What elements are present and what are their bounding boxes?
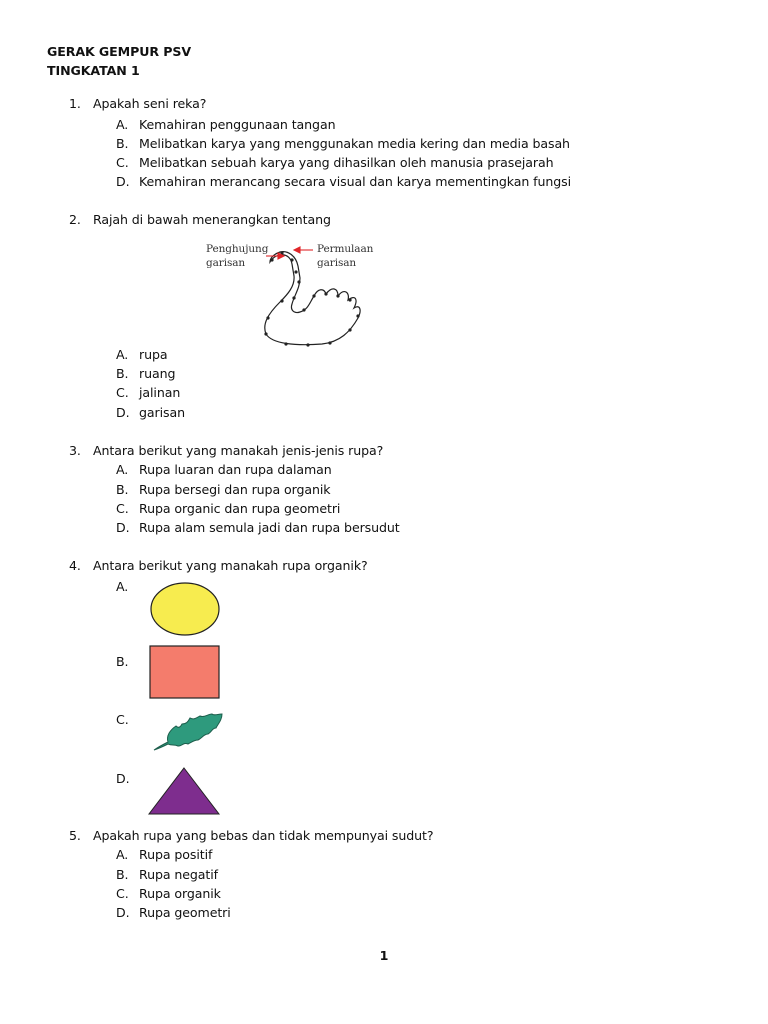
q4-option-b-label: B. [116,654,129,669]
question-number: 5. [69,828,81,843]
figure-label-end: Penghujung [206,243,269,255]
q3-option-c: C. Rupa organic dan rupa geometri [116,501,341,516]
q4-option-a-label: A. [116,579,129,594]
q5-option-c: C. Rupa organik [116,886,221,901]
header-title: GERAK GEMPUR PSV [47,44,191,59]
figure-label-end-2: garisan [206,257,246,269]
figure-label-start-2: garisan [317,257,357,269]
question-text: Antara berikut yang manakah rupa organik? [93,558,368,573]
q3-option-b: B. Rupa bersegi dan rupa organik [116,482,331,497]
q1-option-a: A. Kemahiran penggunaan tangan [116,117,336,132]
q3-option-a: A. Rupa luaran dan rupa dalaman [116,462,332,477]
question-text: Apakah seni reka? [93,96,207,111]
swan-line-figure [200,238,380,350]
q1-option-b: B. Melibatkan karya yang menggunakan media kering dan media basah [116,136,570,151]
q3-option-d: D. Rupa alam semula jadi dan rupa bersudut [116,520,400,535]
green-leaf-shape [150,710,228,754]
question-number: 2. [69,212,81,227]
q4-option-d-label: D. [116,771,130,786]
question-number: 1. [69,96,81,111]
purple-triangle-shape [147,766,221,816]
question-1 [69,96,206,111]
q4-option-c-label: C. [116,712,129,727]
q5-option-a: A. Rupa positif [116,847,213,862]
q2-option-a: A. rupa [116,347,168,362]
q2-option-d: D. garisan [116,405,185,420]
question-2 [69,212,331,227]
yellow-ellipse-shape [149,581,221,637]
question-4 [69,558,368,573]
q5-option-b: B. Rupa negatif [116,867,218,882]
question-text: Apakah rupa yang bebas dan tidak mempunyai sudut? [93,828,434,843]
q1-option-c: C. Melibatkan sebuah karya yang dihasilkan oleh manusia prasejarah [116,155,554,170]
q2-option-c: C. jalinan [116,385,181,400]
q2-option-b: B. ruang [116,366,176,381]
red-rectangle-shape [149,645,221,699]
question-number: 4. [69,558,81,573]
header-subtitle: TINGKATAN 1 [47,63,140,78]
question-text: Rajah di bawah menerangkan tentang [93,212,331,227]
question-text: Antara berikut yang manakah jenis-jenis rupa? [93,443,384,458]
q5-option-d: D. Rupa geometri [116,905,231,920]
q1-option-d: D. Kemahiran merancang secara visual dan karya mementingkan fungsi [116,174,571,189]
question-3 [69,443,383,458]
page-number: 1 [379,948,389,963]
question-number: 3. [69,443,81,458]
figure-label-start: Permulaan [317,243,374,255]
question-5 [69,828,433,843]
